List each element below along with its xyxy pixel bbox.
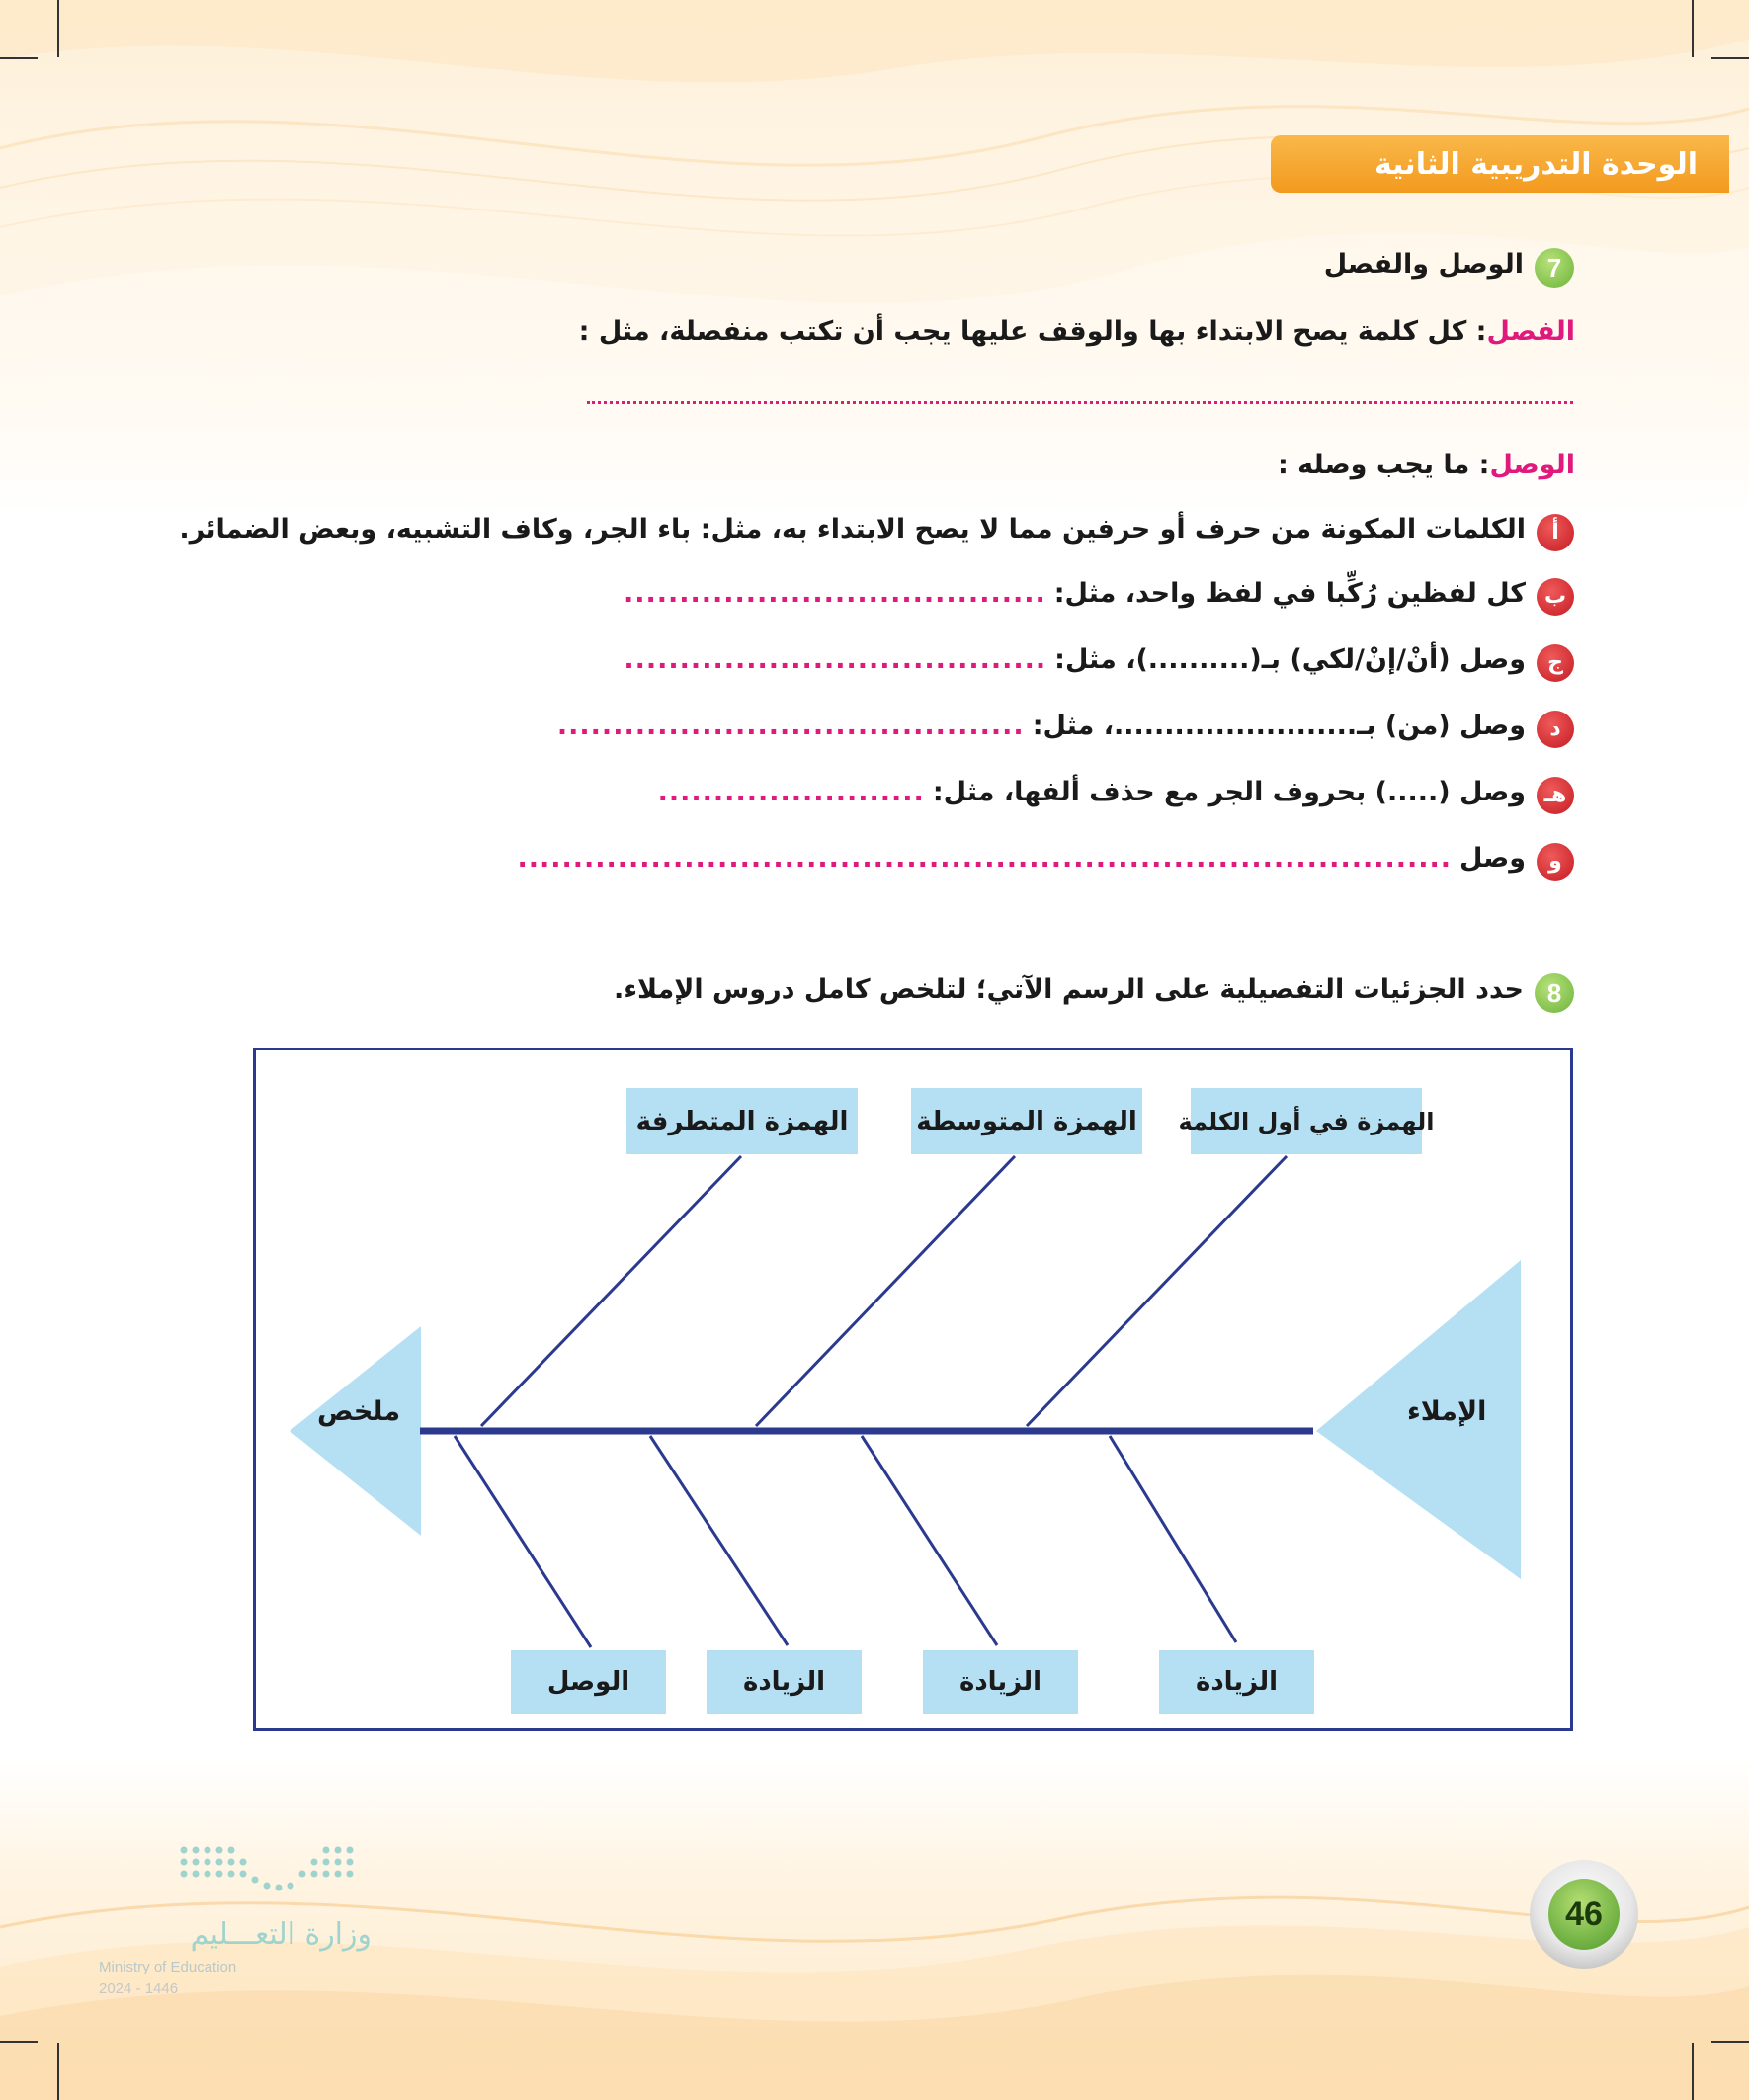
crop-mark xyxy=(57,0,59,57)
top-bone-1 xyxy=(1027,1156,1287,1426)
item-w-answer-dots[interactable]: .................................................................................... xyxy=(517,843,1453,874)
item-c-answer-dots[interactable]: ...................................... xyxy=(624,644,1047,675)
head-label: الإملاء xyxy=(1407,1396,1487,1427)
item-h-answer-dots[interactable]: ........................ xyxy=(657,777,925,807)
wasl-label: الوصل xyxy=(1489,450,1575,480)
section-7-title: الوصل والفصل xyxy=(1323,249,1524,280)
bottom-label-ziyada-3[interactable]: الزيادة xyxy=(707,1650,862,1714)
ministry-name-arabic: وزارة التعـــليم xyxy=(190,1917,372,1952)
bottom-bone-3 xyxy=(650,1436,788,1645)
unit-title-banner: الوحدة التدريبية الثانية xyxy=(1271,135,1729,193)
fasl-definition xyxy=(579,316,1575,347)
item-a xyxy=(179,514,1526,545)
bottom-bone-1 xyxy=(1110,1436,1236,1642)
fasl-label: الفصل xyxy=(1486,316,1575,347)
bottom-label-wasl[interactable]: الوصل xyxy=(511,1650,666,1714)
item-a-text: الكلمات المكونة من حرف أو حرفين مما لا يصح الابتداء به، مثل: باء الجر، وكاف التشبيه، وبعض الضمائر. xyxy=(179,514,1526,545)
bottom-bone-4 xyxy=(455,1436,591,1647)
crop-mark xyxy=(57,2043,59,2100)
item-w-text: وصل xyxy=(1459,843,1526,874)
tail-label: ملخص xyxy=(317,1396,401,1427)
item-b-text: كل لفظين رُكِّبا في لفظ واحد، مثل: xyxy=(1053,578,1526,609)
fasl-answer-line[interactable] xyxy=(587,401,1573,404)
item-w xyxy=(517,843,1526,874)
crop-mark xyxy=(0,2041,38,2043)
tail-triangle xyxy=(290,1326,421,1536)
section-8-instruction: حدد الجزئيات التفصيلية على الرسم الآتي؛ لتلخص كامل دروس الإملاء. xyxy=(614,974,1524,1005)
fishbone-diagram xyxy=(253,1048,1573,1731)
item-b xyxy=(624,578,1526,609)
fasl-text: : كل كلمة يصح الابتداء بها والوقف عليها يجب أن تكتب منفصلة، مثل : xyxy=(578,316,1487,347)
question-number-8: 8 xyxy=(1535,973,1574,1013)
item-c xyxy=(624,644,1526,675)
ministry-logo-dots-icon xyxy=(174,1838,451,1917)
ministry-logo xyxy=(95,1838,372,1996)
crop-mark xyxy=(0,57,38,59)
top-bone-2 xyxy=(756,1156,1015,1426)
item-bullet-w: و xyxy=(1537,843,1574,881)
page-number-badge xyxy=(1530,1860,1638,1969)
top-label-hamza-start[interactable]: الهمزة في أول الكلمة xyxy=(1191,1088,1422,1154)
ministry-year: 2024 - 1446 xyxy=(99,1980,179,1997)
item-d xyxy=(557,711,1526,741)
top-bone-3 xyxy=(481,1156,741,1426)
bottom-label-ziyada-1[interactable]: الزيادة xyxy=(1159,1650,1314,1714)
question-number-7: 7 xyxy=(1535,248,1574,288)
item-h xyxy=(658,777,1526,807)
bottom-bone-2 xyxy=(862,1436,997,1645)
item-h-text: وصل (.....) بحروف الجر مع حذف ألفها، مثل: xyxy=(932,777,1526,807)
crop-mark xyxy=(1692,2043,1694,2100)
crop-mark xyxy=(1711,2041,1749,2043)
item-bullet-d: د xyxy=(1537,711,1574,748)
wasl-definition xyxy=(1278,450,1575,480)
top-label-hamza-end[interactable]: الهمزة المتطرفة xyxy=(626,1088,858,1154)
item-d-text: وصل (من) بـ........................، مثل: xyxy=(1032,711,1526,741)
wasl-text: : ما يجب وصله : xyxy=(1277,450,1490,480)
top-label-hamza-middle[interactable]: الهمزة المتوسطة xyxy=(911,1088,1142,1154)
ministry-name-english: Ministry of Education xyxy=(99,1959,237,1975)
bottom-label-ziyada-2[interactable]: الزيادة xyxy=(923,1650,1078,1714)
crop-mark xyxy=(1711,57,1749,59)
item-bullet-h: هـ xyxy=(1537,777,1574,814)
crop-mark xyxy=(1692,0,1694,57)
item-c-text: وصل (أنْ/إنْ/لكي) بـ(..........)، مثل: xyxy=(1054,644,1526,675)
item-bullet-c: ج xyxy=(1537,644,1574,682)
item-d-answer-dots[interactable]: .......................................... xyxy=(556,711,1025,741)
item-bullet-b: ب xyxy=(1537,578,1574,616)
item-b-answer-dots[interactable]: ...................................... xyxy=(623,578,1046,609)
item-bullet-a: أ xyxy=(1537,514,1574,551)
page-number: 46 xyxy=(1548,1879,1620,1950)
